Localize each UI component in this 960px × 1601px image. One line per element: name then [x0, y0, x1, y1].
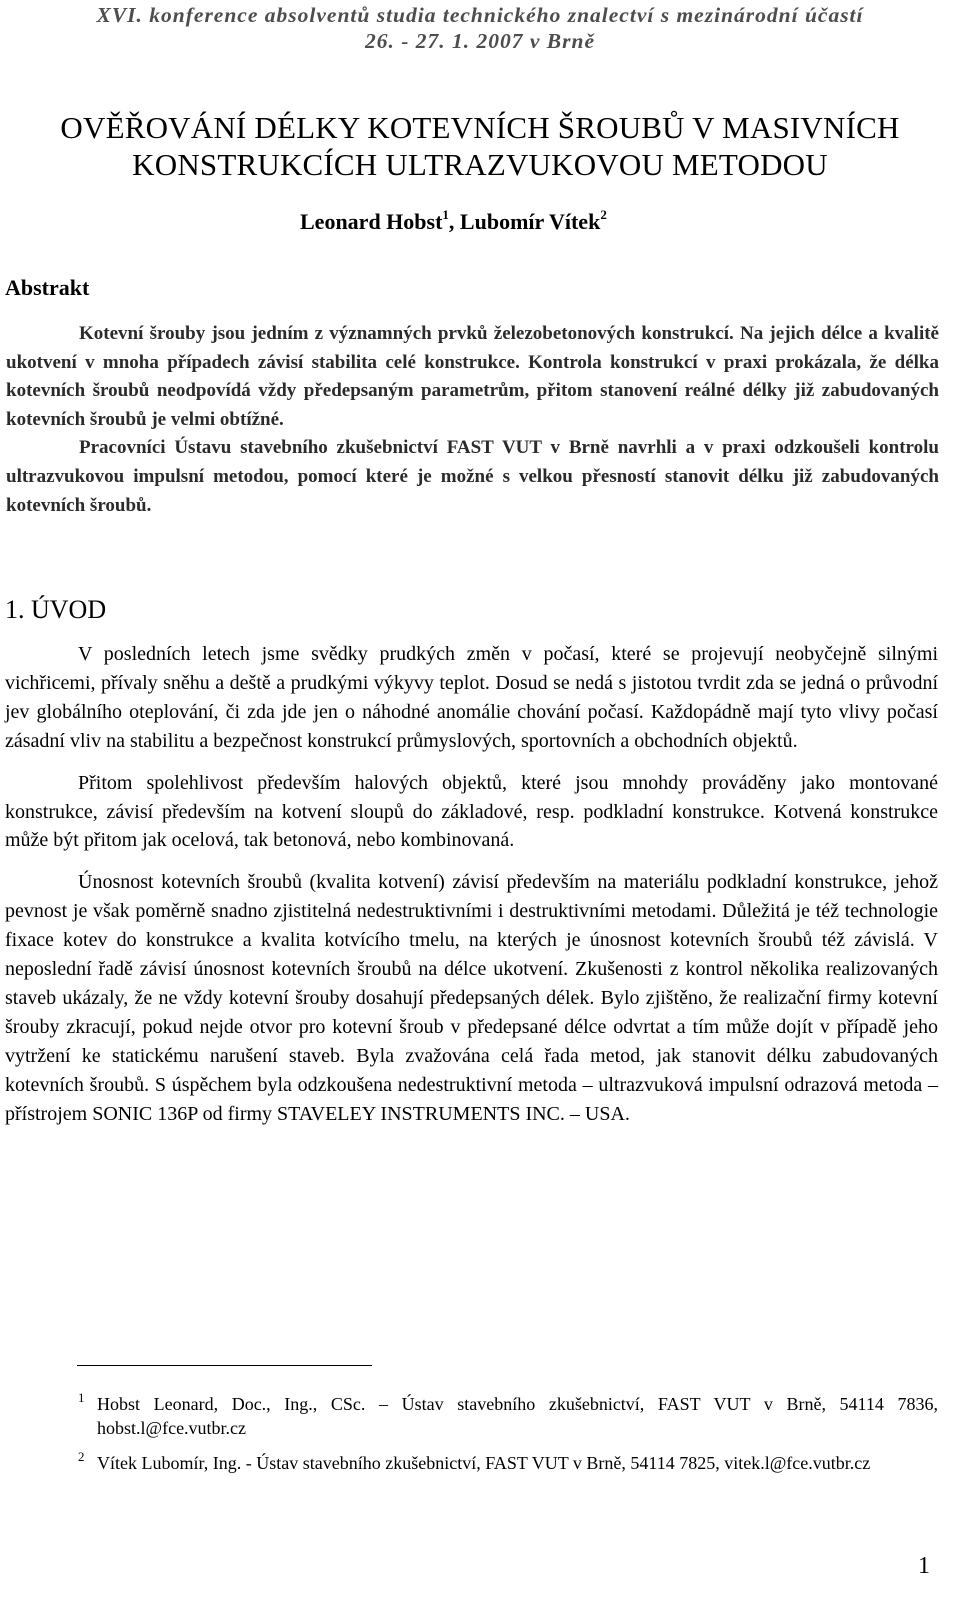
- author-list: [300, 208, 680, 236]
- footnote-text-1: Hobst Leonard, Doc., Ing., CSc. – Ústav stavebního zkušebnictví, FAST VUT v Brně, 54114 7836, hobst.l@fce.vutbr.cz: [97, 1394, 938, 1438]
- author-name-1: Leonard Hobst: [300, 209, 443, 234]
- page-number: 1: [918, 1553, 930, 1579]
- abstract-paragraph-1: Kotevní šrouby jsou jedním z významných prvků železobetonových konstrukcí. Na jejich délce a kvalitě ukotvení v mnoha případech závisí stabilita celé konstrukce. Kontrola konstrukcí v praxi prokázala, že délka kotevních šroubů neodpovídá vždy předepsaným parametrům, přitom stanovení reálné délky již zabudovaných kotevních šroubů je velmi obtížné.: [6, 323, 939, 430]
- author-footnote-mark-1: 1: [442, 207, 449, 222]
- section-body: [5, 640, 938, 1142]
- author-footnote-mark-2: 2: [600, 207, 607, 222]
- abstract-body: [6, 320, 939, 520]
- paper-title-line-2: KONSTRUKCÍCH ULTRAZVUKOVOU METODOU: [132, 147, 828, 182]
- body-paragraph-3: Únosnost kotevních šroubů (kvalita kotvení) závisí především na materiálu podkladní konstrukce, jehož pevnost je však poměrně snadno zjistitelná nedestruktivními i destruktivními metodami. Důležitá je též technologie fixace kotev do konstrukce a kvalita kotvícího tmelu, na kterých je únosnost kotevních šroubů též závislá. V neposlední řadě závisí únosnost kotevních šroubů na délce ukotvení. Zkušenosti z kontrol několika realizovaných staveb ukázaly, že ne vždy kotevní šrouby dosahují předepsaných délek. Bylo zjištěno, že realizační firmy kotevní šrouby zkracují, pokud nejde otvor pro kotevní šroub v předepsané délce odvrtat a tím může dojít v případě jeho vytržení ke statickému narušení staveb. Byla zvažována celá řada metod, jak stanovit délku zabudovaných kotevních šroubů. S úspěchem byla odzkoušena nedestruktivní metoda – ultrazvuková impulsní odrazová metoda – přístrojem SONIC 136P od firmy STAVELEY INSTRUMENTS INC. – USA.: [5, 871, 938, 1125]
- footnote-divider: [77, 1365, 372, 1366]
- footnote-2: [78, 1451, 938, 1475]
- body-paragraph-1: V posledních letech jsme svědky prudkých změn v počasí, které se projevují neobyčejně silnými vichřicemi, přívaly sněhu a deště a prudkými výkyvy teplot. Dosud se nedá s jistotou tvrdit zda se jedná o průvodní jev globálního oteplování, či zda jde jen o náhodné anomálie chování počasí. Každopádně mají tyto vlivy počasí zásadní vliv na stabilitu a bezpečnost konstrukcí průmyslových, sportovních a obchodních objektů.: [5, 643, 938, 752]
- section-heading: 1. ÚVOD: [5, 595, 107, 624]
- footnote-1: [78, 1392, 938, 1440]
- running-header-line-1: XVI. konference absolventů studia technického znalectví s mezinárodní účastí: [96, 3, 864, 27]
- abstract-heading: Abstrakt: [5, 275, 90, 300]
- body-paragraph-2: Přitom spolehlivost především halových objektů, které jsou mnohdy prováděny jako montované konstrukce, závisí především na kotvení sloupů do základové, resp. podkladní konstrukce. Kotvená konstrukce může být přitom jak ocelová, tak betonová, nebo kombinovaná.: [5, 771, 938, 852]
- author-name-2: Lubomír Vítek: [459, 209, 601, 234]
- footnote-number-1: 1: [78, 1390, 85, 1405]
- abstract-paragraph-2: Pracovníci Ústavu stavebního zkušebnictví FAST VUT v Brně navrhli a v praxi odzkoušeli kontrolu ultrazvukovou impulsní metodou, pomocí které je možné s velkou přesností stanovit délku již zabudovaných kotevních šroubů.: [6, 437, 939, 516]
- author-separator: ,: [448, 209, 460, 234]
- running-header-line-2: 26. - 27. 1. 2007 v Brně: [364, 29, 596, 53]
- footnote-text-2: Vítek Lubomír, Ing. - Ústav stavebního zkušebnictví, FAST VUT v Brně, 54114 7825, vitek.l@fce.vutbr.cz: [97, 1453, 871, 1473]
- footnote-number-2: 2: [78, 1449, 85, 1464]
- paper-title-line-1: OVĚŘOVÁNÍ DÉLKY KOTEVNÍCH ŠROUBŮ V MASIVNÍCH: [60, 110, 900, 145]
